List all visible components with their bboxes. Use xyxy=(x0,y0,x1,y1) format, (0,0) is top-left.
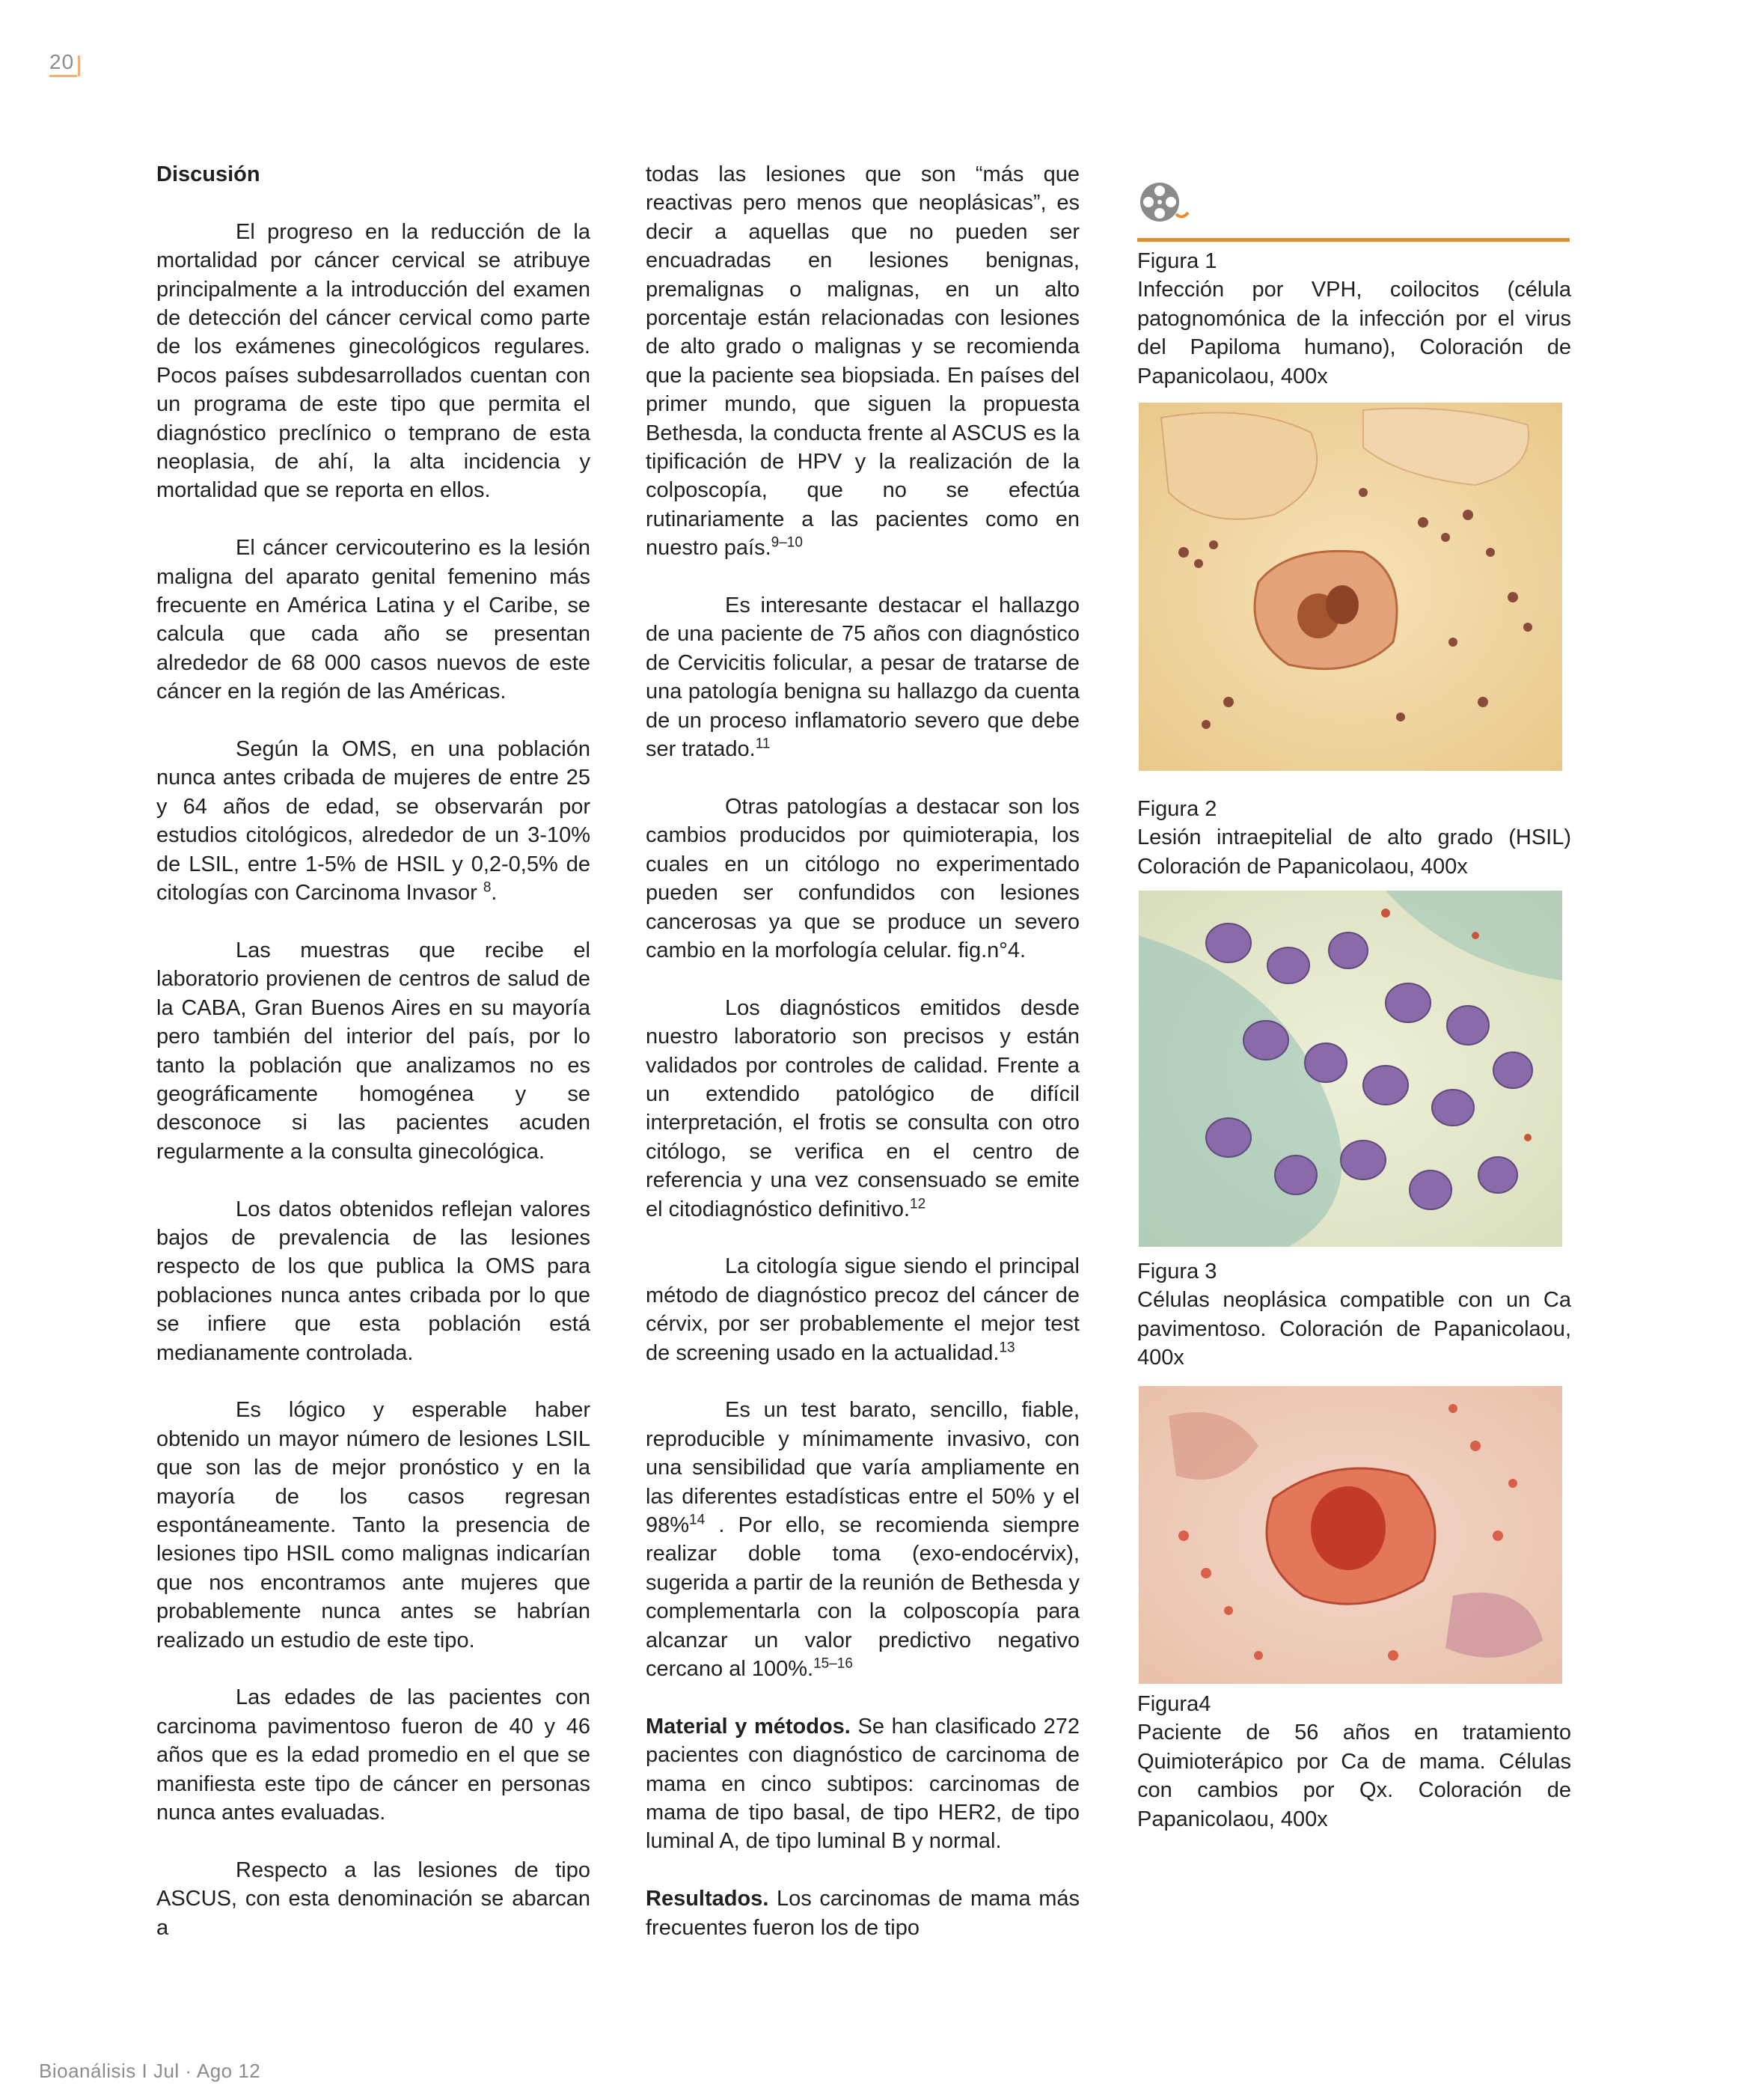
figure-3-image xyxy=(1139,1386,1562,1684)
paragraph: Es lógico y esperable haber obtenido un mayor número de lesiones LSIL que son las de mejor pronóstico y en la mayoría de los casos regresan espontáneamente. Tanto la presencia de lesiones tipo HSIL como malignas indicarían que nos encontramos ante mujeres que probablemente nunca antes se habrían realizado un estudio de este tipo. xyxy=(156,1398,590,1652)
results-label: Resultados. xyxy=(646,1887,769,1911)
paragraph xyxy=(646,1396,1080,1683)
paragraph: Las muestras que recibe el laboratorio provienen de centros de salud de la CABA, Gran Buenos Aires en su mayoría pero también del interior del país, por lo tanto la población que analizamos no es geográficamente homogénea y se desconoce si las pacientes acuden regularmente a la consulta ginecológica. xyxy=(156,938,590,1164)
reference: 15–16 xyxy=(813,1655,853,1672)
figure-4-text: Paciente de 56 años en tratamiento Quimioterápico por Ca de mama. Células con cambios por Qx. Coloración de Papanicolaou, 400x xyxy=(1137,1721,1571,1831)
figure-2-title: Figura 2 xyxy=(1137,797,1217,821)
paragraph xyxy=(646,994,1080,1224)
paragraph: Los datos obtenidos reflejan valores bajos de prevalencia de las lesiones respecto de los que publica la OMS para poblaciones nunca antes cribada por lo que se infiere que esta población está medianamente controlada. xyxy=(156,1197,590,1365)
paragraph xyxy=(646,591,1080,763)
figure-1-text: Infección por VPH, coilocitos (célula patognomónica de la infección por el virus del Papiloma humano), Coloración de Papanicolaou, 400x xyxy=(1137,278,1571,388)
film-reel-icon xyxy=(1137,180,1190,225)
reference: 14 xyxy=(689,1512,706,1528)
column-left xyxy=(156,160,590,1971)
paragraph-text: Los carcinomas de mama más frecuentes fueron los de tipo xyxy=(646,1887,1080,1940)
paragraph xyxy=(156,735,590,907)
figure-1-image xyxy=(1139,403,1562,771)
paragraph-text: . Por ello, se recomienda siempre realizar doble toma (exo-endocérvix), sugerida a partir de la reunión de Bethesda y complementarla con la colposcopía para alcanzar un valor predictivo negativo cercano al 100%. xyxy=(646,1513,1080,1682)
figure-2-caption xyxy=(1137,795,1571,881)
figure-3-text: Células neoplásica compatible con un Ca pavimentoso. Coloración de Papanicolaou, 400x xyxy=(1137,1288,1571,1370)
page-number: 20 xyxy=(49,49,77,77)
reference: 9–10 xyxy=(771,534,803,551)
paragraph-text: Según la OMS, en una población nunca antes cribada de mujeres de entre 25 y 64 años de edad, se observarán por estudios citológicos, alrededor de un 3-10% de LSIL, entre 1-5% de HSIL y 0,2-0,5% de citologías con Carcinoma Invasor xyxy=(156,737,590,906)
figure-2-text: Lesión intraepitelial de alto grado (HSIL) Coloración de Papanicolaou, 400x xyxy=(1137,825,1571,879)
paragraph: El progreso en la reducción de la mortalidad por cáncer cervical se atribuye principalmente a la introducción del examen de detección del cáncer cervical como parte de los exámenes ginecológicos regulares. Pocos países subdesarrollados cuentan con un programa de este tipo que permita el diagnóstico preclínico o temprano de esta neoplasia, de ahí, la alta incidencia y mortalidad que se reporta en ellos. xyxy=(156,219,590,503)
reference: 13 xyxy=(999,1339,1015,1355)
figure-1-title: Figura 1 xyxy=(1137,249,1217,273)
paragraph xyxy=(646,160,1080,563)
paragraph-text: Es interesante destacar el hallazgo de una paciente de 75 años con diagnóstico de Cervicitis folicular, a pesar de tratarse de una patología benigna su hallazgo da cuenta de un proceso inflamatorio severo que debe ser tratado. xyxy=(646,593,1080,762)
figure-3-title: Figura 3 xyxy=(1137,1260,1217,1283)
paragraph: Respecto a las lesiones de tipo ASCUS, con esta denominación se abarcan a xyxy=(156,1858,590,1940)
footer: Bioanálisis I Jul · Ago 12 xyxy=(39,2060,261,2082)
paragraph-results xyxy=(646,1884,1080,1942)
reference: 11 xyxy=(755,736,771,752)
section-heading-discussion: Discusión xyxy=(156,162,260,186)
figure-3-caption xyxy=(1137,1257,1571,1373)
paragraph-methods xyxy=(646,1712,1080,1856)
methods-label: Material y métodos. xyxy=(646,1714,851,1739)
paragraph-text: Los diagnósticos emitidos desde nuestro laboratorio son precisos y están validados por controles de calidad. Frente a un extendido patológico de difícil interpretación, el frotis se consulta con otro citólogo, se verifica en el centro de referencia y una vez consensuado se emite el citodiagnóstico definitivo. xyxy=(646,995,1080,1221)
paragraph: Las edades de las pacientes con carcinoma pavimentoso fueron de 40 y 46 años que es la edad promedio en el que se manifiesta este tipo de cáncer en personas nunca antes evaluadas. xyxy=(156,1685,590,1825)
figure-4-title: Figura4 xyxy=(1137,1692,1211,1716)
paragraph-text: La citología sigue siendo el principal método de diagnóstico precoz del cáncer de cérvix, por ser probablemente el mejor test de screening usado en la actualidad. xyxy=(646,1254,1080,1365)
reference: 12 xyxy=(910,1195,926,1212)
paragraph-text: todas las lesiones que son “más que reactivas pero menos que neoplásicas”, es decir a aquellas que no pueden ser encuadradas en lesiones benignas, premalignas o malignas, en un alto porcentaje están relacionadas con lesiones de alto grado o malignas y se recomienda que la paciente sea biopsiada. En países del primer mundo, que siguen la propuesta Bethesda, la conducta frente al ASCUS es la tipificación de HPV y la realización de la colposcopía, que no se efectúa rutinariamente a las pacientes como en nuestro país. xyxy=(646,162,1080,561)
paragraph-text: Se han clasificado 272 pacientes con diagnóstico de carcinoma de mama en cinco subtipos: carcinomas de mama de tipo basal, de tipo HER2, de tipo luminal A, de tipo luminal B y normal. xyxy=(646,1714,1080,1854)
reference: 8 xyxy=(483,879,492,896)
paragraph xyxy=(646,1252,1080,1367)
paragraph: Otras patologías a destacar son los cambios producidos por quimioterapia, los cuales en un citólogo no experimentado pueden ser confundidos con lesiones cancerosas ya que se produce un severo cambio en la morfología celular. fig.n°4. xyxy=(646,794,1080,962)
figure-2-image xyxy=(1139,891,1562,1247)
figure-1-caption xyxy=(1137,247,1571,391)
paragraph: El cáncer cervicouterino es la lesión maligna del aparato genital femenino más frecuente en América Latina y el Caribe, se calcula que cada año se presentan alrededor de 68 000 casos nuevos de este cáncer en la región de las Américas. xyxy=(156,536,590,704)
paragraph-text: Es un test barato, sencillo, fiable, reproducible y mínimamente invasivo, con una sensibilidad que varía ampliamente en las diferentes estadísticas entre el 50% y el 98% xyxy=(646,1398,1080,1538)
orange-rule xyxy=(1137,238,1570,242)
figure-4-caption xyxy=(1137,1690,1571,1834)
punctuation: . xyxy=(491,881,498,906)
column-middle xyxy=(646,160,1080,1971)
